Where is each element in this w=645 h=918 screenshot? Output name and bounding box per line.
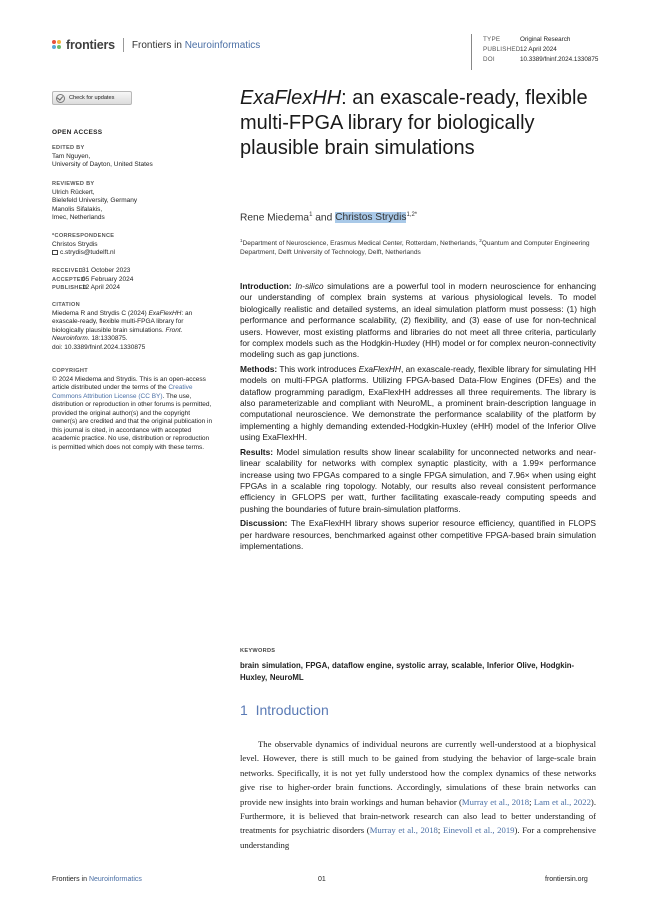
mail-icon: [52, 250, 58, 255]
reviewed-by: REVIEWED BY Ulrich Rückert, Bielefeld University, Germany Manolis Sifalakis, Imec, Netherlands: [52, 181, 138, 221]
correspondence-email[interactable]: c.strydis@tudelft.nl: [60, 249, 116, 256]
open-access-label: OPEN ACCESS: [52, 129, 103, 136]
edited-by: EDITED BY Tam Nguyen, University of Dayton, United States: [52, 145, 153, 168]
section-heading: 1 Introduction: [240, 702, 329, 718]
dates: RECEIVED31 October 2023 ACCEPTED05 February 2024 PUBLISHED12 April 2024: [52, 267, 134, 291]
correspondence: *CORRESPONDENCE Christos Strydis c.strydis@tudelft.nl: [52, 233, 116, 256]
affiliations: $^1$Department of Neuroscience, Erasmus Medical Center, Rotterdam, Netherlands, $^2$Quantum and Computer Engineering Department, Delft University of Technology, Delft, Netherlands: [240, 238, 590, 257]
authors: Rene Miedema$^1$ and Christos Strydis$^{1,2*}$: [240, 212, 418, 224]
citation-link[interactable]: Lam et al., 2022: [533, 796, 591, 807]
check-for-updates-button[interactable]: [52, 91, 132, 105]
author-2[interactable]: Christos Strydis: [335, 212, 407, 224]
abstract: [240, 281, 596, 555]
keywords-label: KEYWORDS: [240, 648, 276, 654]
introduction-body: The observable dynamics of individual neurons are currently well-understood at a biophysical level. However, there is still much to be gained from studying the behavior of large-scale brain networks. Specifically, it is not yet fully understood how the complex dynamics of these networks give rise to higher-order brain functions. Accordingly, simulations of these brain networks can provide new insights into brain workings and human behavior (Murray et al., 2018; Lam et al., 2022). Furthermore, it is believed that brain-network research can also lead to better understanding of treatments for psychiatric disorders (Murray et al., 2018; Einevoll et al., 2019). For a comprehensive understanding: [240, 739, 596, 850]
meta-published: PUBLISHED12 April 2024: [483, 46, 557, 54]
meta-type: TYPE Original Research: [483, 36, 571, 43]
copyright: COPYRIGHT © 2024 Miedema and Strydis. This is an open-access article distributed under the terms of the Creative Commons Attribution License (CC BY). The use, distribution or reproduction in other forums is permitted, provided the original author(s) and the copyright owner(s) are credited and that the original publication in this journal is cited, in accordance with accepted academic practice. No use, distribution or reproduction is permitted which does not comply with these terms.: [52, 368, 213, 451]
article-meta: [483, 35, 598, 66]
abstract-methods: Methods: This work introduces ExaFlexHH, an exascale-ready, flexible library for simulating HH models on multi-FPGA platforms. Utilizing FPGA-based Data-Flow Engines (DFEs) and the dataflow programming paradigm, ExaFlexHH addresses all three requirements. The library is also parameterizable and compliant with NeuroML, a prominent brain-description language in computational neuroscience. We demonstrate the performance scalability of the platform by implementing a highly demanding extended-Hodgkin-Huxley (eHH) model of the Inferior Olive using ExaFlexHH.: [240, 363, 596, 443]
frontiers-logo[interactable]: [52, 38, 260, 52]
page-number: 01: [318, 876, 326, 883]
frontiers-logo-icon: [52, 40, 63, 51]
journal-name: Frontiers in Neuroinformatics: [131, 39, 261, 51]
citation-link[interactable]: Murray et al., 2018: [369, 825, 438, 836]
brand-name: frontiers: [66, 38, 115, 52]
abstract-results: Results: Model simulation results show linear scalability for unconnected networks and near-linear scalability for networks with complex synaptic plasticity, with a 1.99× performance increase using two FPGAs compared to a single FPGA simulation, and 7.96× when using eight FPGAs in a scalable ring topology. Notably, our results also reveal consistent performance efficiency in GFLOPS per watt, further facilitating exascale-ready computing speeds and pushing the boundaries of future brain-simulation platforms.: [240, 446, 596, 514]
check-updates-icon: [56, 94, 65, 103]
author-1[interactable]: Rene Miedema: [240, 212, 310, 224]
meta-doi: DOI 10.3389/fninf.2024.1330875: [483, 56, 599, 64]
footer-journal: Frontiers in Neuroinformatics: [52, 876, 142, 883]
abstract-introduction: Introduction: In-silico simulations are a powerful tool in modern neuroscience for enhancing our understanding of complex brain systems at various physiological levels. To model biologically realistic and detailed systems, an ideal simulation platform must possess: (1) high performance and performance scalability, (2) flexibility, and (3) ease of use for non-technical users. However, most existing platforms and libraries do not meet all three criteria, particularly for complex models such as the Hodgkin-Huxley (HH) model or for complex neuron-connectivity modeling such as gap junctions.: [240, 281, 596, 360]
abstract-discussion: Discussion: The ExaFlexHH library shows superior resource efficiency, quantified in FLOPS per hardware resources, benchmarked against other competitive FPGA-based brain simulation implementations.: [240, 518, 596, 551]
citation: CITATION Miedema R and Strydis C (2024) ExaFlexHH: an exascale-ready, flexible multi-FPGA library for biologically plausible brain simulations. Front. Neuroinform. 18:1330875. doi: 10.3389/fninf.2024.1330875: [52, 302, 193, 351]
header-divider: [123, 38, 124, 52]
citation-link[interactable]: Murray et al., 2018: [461, 796, 530, 807]
site-link[interactable]: frontiersin.org: [545, 876, 588, 883]
article-title: ExaFlexHH: an exascale-ready, flexible multi-FPGA library for biologically plausible brain simulations: [240, 87, 588, 159]
citation-link[interactable]: Einevoll et al., 2019: [442, 825, 515, 836]
keywords: brain simulation, FPGA, dataflow engine, systolic array, scalable, Inferior Olive, Hodgkin-Huxley, NeuroML: [240, 661, 575, 682]
cc-by-license-link[interactable]: Creative Commons Attribution License (CC BY): [52, 384, 193, 400]
check-updates-label: Check for updates: [69, 95, 115, 101]
meta-divider: [471, 34, 472, 70]
